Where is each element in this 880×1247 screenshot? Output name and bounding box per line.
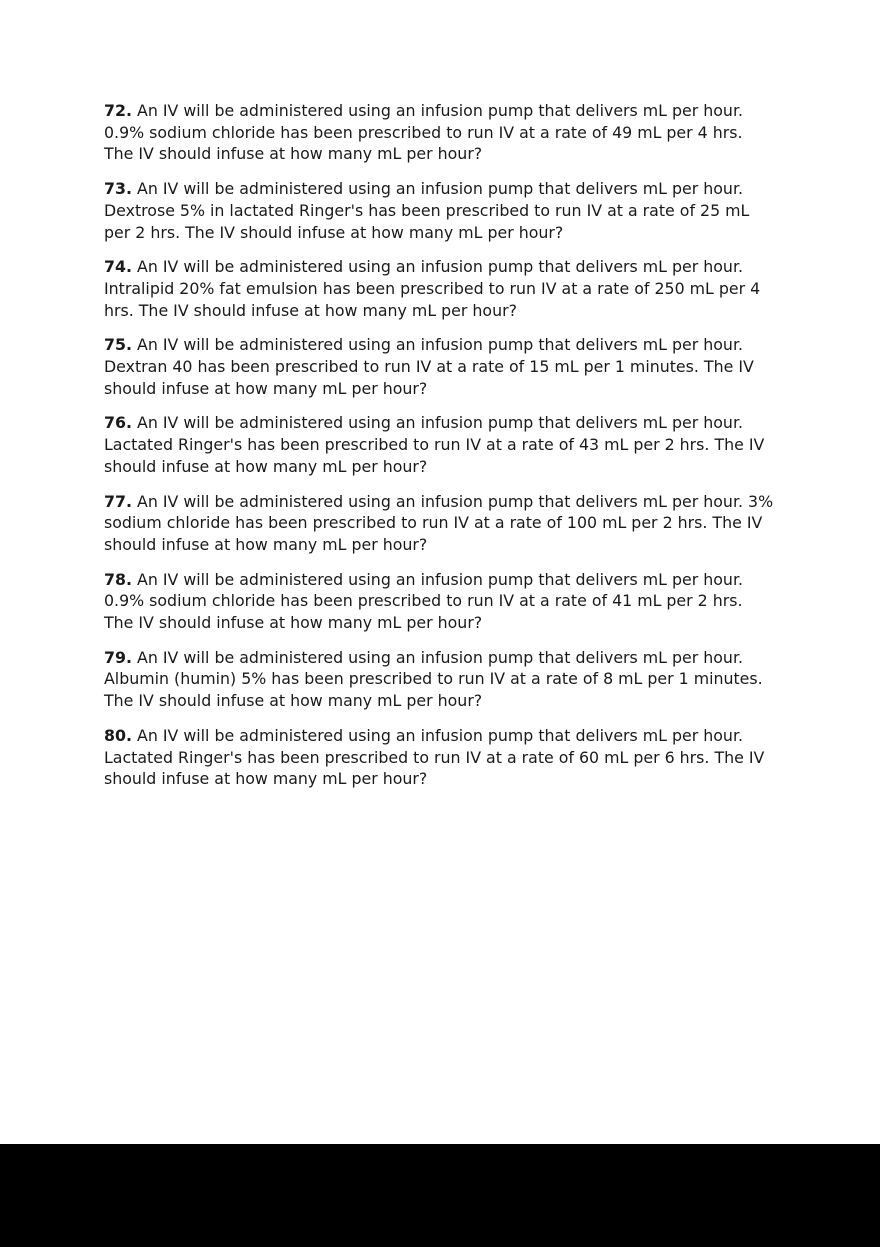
question-text-line: hrs. The IV should infuse at how many mL per hour? (104, 300, 517, 320)
question-number: 79. (104, 647, 132, 667)
question-text-line (104, 256, 810, 278)
question-text-line: should infuse at how many mL per hour? (104, 378, 428, 398)
question-number: 77. (104, 491, 132, 511)
question-text-line: per 2 hrs. The IV should infuse at how many mL per hour? (104, 222, 564, 242)
question-text-line (104, 569, 810, 591)
question-text-line (104, 647, 810, 669)
question-item-77 (104, 491, 810, 556)
question-text: An IV will be administered using an infusion pump that delivers mL per hour. (137, 101, 744, 120)
footer-black-bar (0, 1144, 880, 1247)
question-item-74 (104, 256, 810, 321)
question-text-line: Dextrose 5% in lactated Ringer's has been prescribed to run IV at a rate of 25 mL (104, 200, 750, 220)
question-text-line: The IV should infuse at how many mL per hour? (104, 691, 483, 711)
question-text-line: The IV should infuse at how many mL per hour? (104, 144, 483, 164)
question-text-line: should infuse at how many mL per hour? (104, 456, 428, 476)
question-text-line: The IV should infuse at how many mL per hour? (104, 613, 483, 633)
question-item-72 (104, 100, 810, 165)
question-text: An IV will be administered using an infusion pump that delivers mL per hour. 3% (137, 491, 774, 511)
question-item-79 (104, 647, 810, 712)
question-text-line: Lactated Ringer's has been prescribed to run IV at a rate of 43 mL per 2 hrs. The IV (104, 435, 765, 455)
question-item-73 (104, 178, 810, 243)
question-text-line (104, 725, 810, 747)
question-number: 80. (104, 725, 132, 745)
question-text-line (104, 178, 810, 200)
question-text-line: Albumin (humin) 5% has been prescribed to run IV at a rate of 8 mL per 1 minutes. (104, 669, 763, 689)
question-text-line: 0.9% sodium chloride has been prescribed to run IV at a rate of 41 mL per 2 hrs. (104, 591, 743, 611)
question-number: 78. (104, 569, 132, 589)
question-number: 74. (104, 257, 132, 277)
question-item-78 (104, 569, 810, 634)
question-item-80 (104, 725, 810, 790)
question-number: 75. (104, 335, 132, 355)
question-text-line (104, 100, 810, 122)
question-text-line: Intralipid 20% fat emulsion has been prescribed to run IV at a rate of 250 mL per 4 (104, 278, 761, 298)
question-text-line (104, 491, 810, 513)
question-text-line: Dextran 40 has been prescribed to run IV at a rate of 15 mL per 1 minutes. The IV (104, 357, 754, 377)
question-text: An IV will be administered using an infusion pump that delivers mL per hour. (137, 413, 744, 433)
question-text: An IV will be administered using an infusion pump that delivers mL per hour. (137, 569, 744, 589)
question-number: 76. (104, 413, 132, 433)
question-number: 73. (104, 179, 132, 199)
question-item-76 (104, 412, 810, 477)
questions-list (104, 100, 810, 803)
question-text: An IV will be administered using an infusion pump that delivers mL per hour. (137, 647, 744, 667)
question-text: An IV will be administered using an infusion pump that delivers mL per hour. (137, 179, 744, 199)
question-text: An IV will be administered using an infusion pump that delivers mL per hour. (137, 257, 744, 277)
question-text-line (104, 334, 810, 356)
question-text-line (104, 412, 810, 434)
question-text-line: should infuse at how many mL per hour? (104, 534, 428, 554)
question-text: An IV will be administered using an infusion pump that delivers mL per hour. (137, 335, 744, 355)
question-number: 72. (104, 101, 132, 120)
question-text-line: Lactated Ringer's has been prescribed to run IV at a rate of 60 mL per 6 hrs. The IV (104, 747, 765, 767)
question-text-line: sodium chloride has been prescribed to run IV at a rate of 100 mL per 2 hrs. The IV (104, 513, 763, 533)
question-item-75 (104, 334, 810, 399)
question-text: An IV will be administered using an infusion pump that delivers mL per hour. (137, 725, 744, 745)
question-text-line: should infuse at how many mL per hour? (104, 769, 428, 789)
question-text-line: 0.9% sodium chloride has been prescribed to run IV at a rate of 49 mL per 4 hrs. (104, 122, 743, 142)
